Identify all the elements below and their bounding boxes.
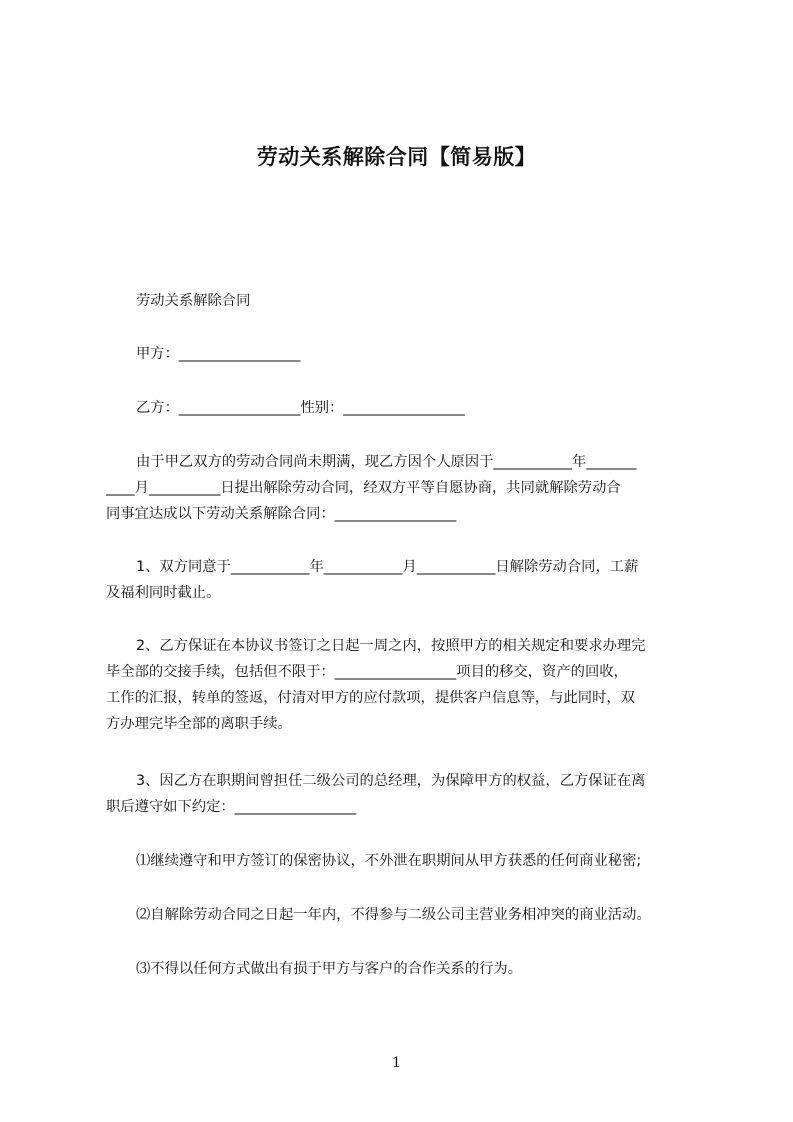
preamble-line: 同事宜达成以下劳动关系解除合同：_________________ bbox=[106, 506, 457, 522]
clause-3-item-1-text: ⑴继续遵守和甲方签订的保密协议，不外泄在职期间从甲方获悉的任何商业秘密; bbox=[136, 853, 642, 869]
clause-3-item-1 bbox=[106, 848, 740, 874]
preamble-line: ____月__________日提出解除劳动合同，经双方平等自愿协商，共同就解除劳动合 bbox=[106, 480, 621, 496]
clause-2-line: 工作的汇报，转单的签返，付清对甲方的应付款项，提供客户信息等，与此同时，双 bbox=[106, 690, 635, 706]
contract-heading-text: 劳动关系解除合同 bbox=[136, 293, 251, 309]
clause-1-line: 1、双方同意于___________年___________月___________日解除劳动合同，工薪 bbox=[136, 559, 639, 575]
clause-3-line: 3、因乙方在职期间曾担任二级公司的总经理，为保障甲方的权益，乙方保证在离 bbox=[136, 773, 646, 789]
clause-3-item-2 bbox=[106, 902, 740, 928]
clause-2-paragraph bbox=[106, 633, 710, 737]
party-b-line bbox=[106, 395, 740, 421]
party-b-text: 乙方：_________________性别：_________________ bbox=[136, 400, 465, 416]
clause-2-line: 毕全部的交接手续，包括但不限于：_________________项目的移交，资产的回收， bbox=[106, 664, 628, 680]
clause-3-item-3 bbox=[106, 956, 740, 982]
clause-2-line: 方办理完毕全部的离职手续。 bbox=[106, 716, 292, 732]
clause-2-line: 2、乙方保证在本协议书签订之日起一周之内，按照甲方的相关规定和要求办理完 bbox=[136, 638, 646, 654]
clause-1-line: 及福利同时截止。 bbox=[106, 585, 221, 601]
clause-1-paragraph bbox=[106, 554, 710, 606]
party-a-line bbox=[106, 341, 740, 367]
page-number: 1 bbox=[392, 1055, 401, 1071]
clause-3-paragraph bbox=[106, 768, 710, 820]
clause-3-item-3-text: ⑶不得以任何方式做出有损于甲方与客户的合作关系的行为。 bbox=[136, 961, 523, 977]
document-title: 劳动关系解除合同【简易版】 bbox=[256, 145, 537, 169]
clause-3-item-2-text: ⑵自解除劳动合同之日起一年内，不得参与二级公司主营业务相冲突的商业活动。 bbox=[136, 907, 651, 923]
preamble-paragraph bbox=[106, 449, 710, 527]
party-a-text: 甲方：_________________ bbox=[136, 346, 301, 362]
clause-3-line: 职后遵守如下约定：_________________ bbox=[106, 799, 357, 815]
contract-heading bbox=[106, 288, 740, 314]
preamble-line: 由于甲乙双方的劳动合同尚未期满，现乙方因个人原因于___________年_______ bbox=[136, 454, 637, 470]
